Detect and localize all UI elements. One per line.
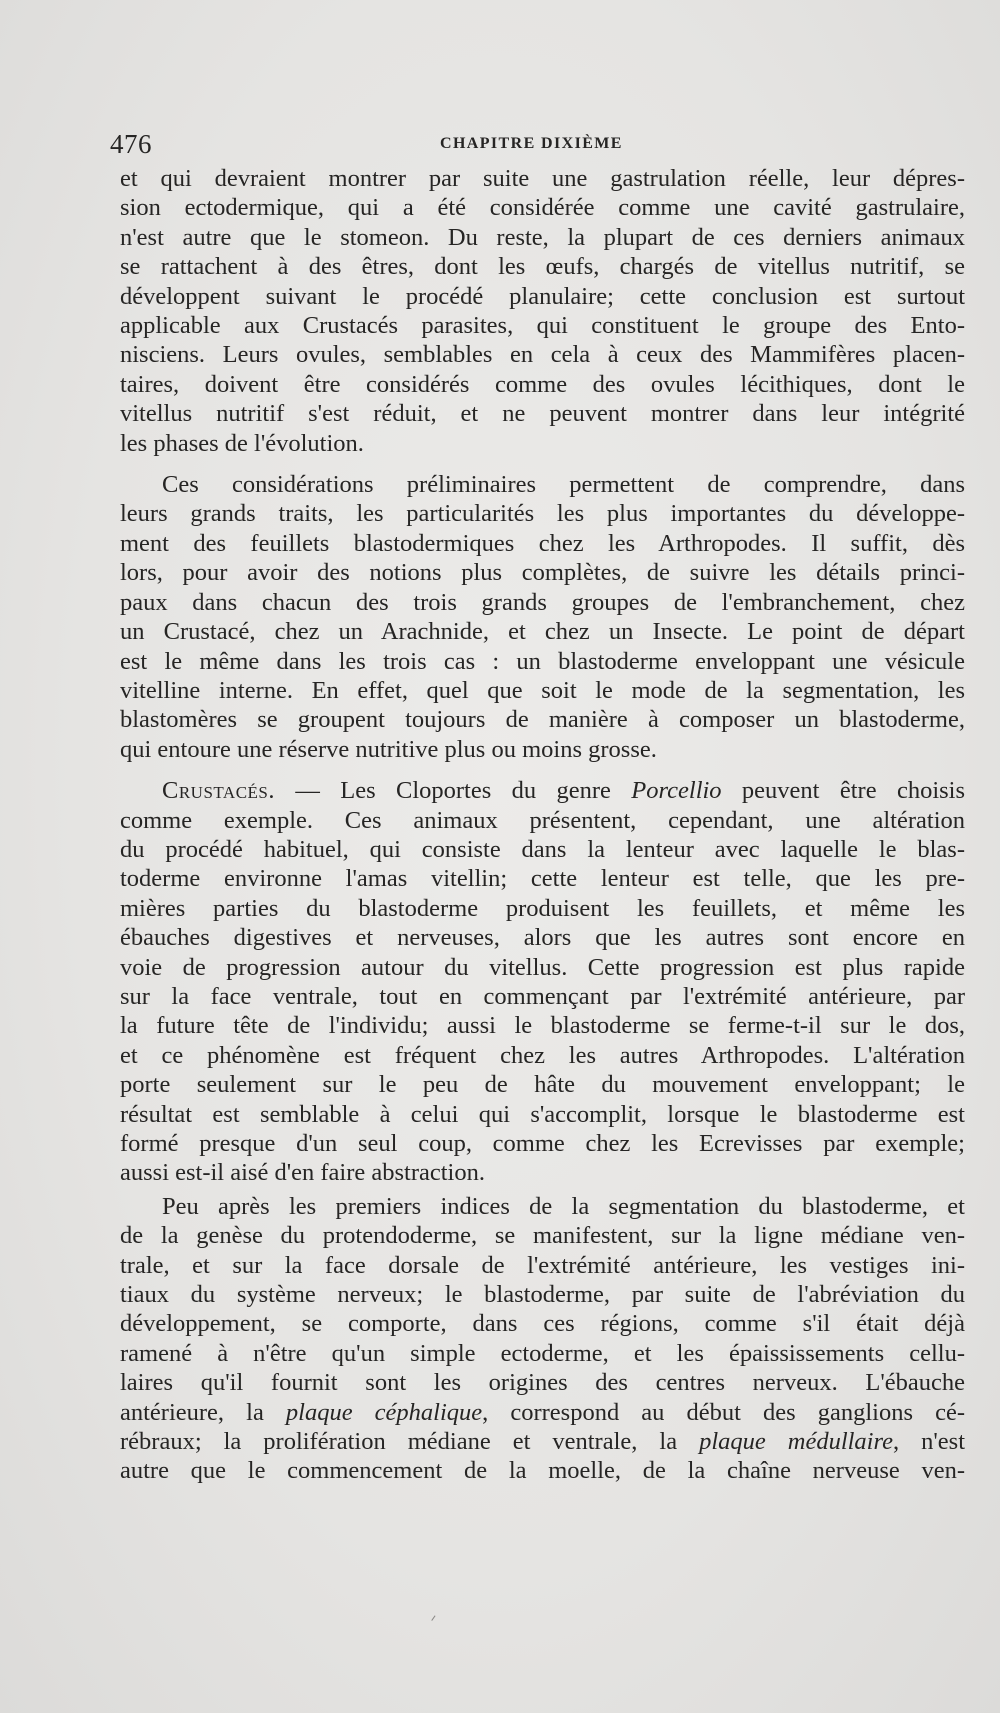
text-line: vitelline interne. En effet, quel que soit le mode de la segmentation, les <box>120 676 965 704</box>
text-line: un Crustacé, chez un Arachnide, et chez un Insecte. Le point de départ <box>120 618 965 646</box>
text-line: autre que le commencement de la moelle, de la chaîne nerveuse ven- <box>120 1457 965 1485</box>
text-line: sion ectodermique, qui a été considérée comme une cavité gastrulaire, <box>120 194 965 222</box>
page-header <box>110 128 870 160</box>
text-line: nisciens. Leurs ovules, semblables en cela à ceux des Mammifères placen- <box>120 341 965 369</box>
text-line: développent suivant le procédé planulaire; cette conclusion est surtout <box>120 282 965 310</box>
text-line <box>120 1427 965 1456</box>
section-heading-crustaces: Crustacés. <box>162 777 276 805</box>
page-number: 476 <box>110 129 152 159</box>
paragraph-3 <box>120 776 965 1188</box>
paragraph-2 <box>120 470 965 764</box>
text-line: tiaux du système nerveux; le blastoderme, par suite de l'abréviation du <box>120 1281 965 1309</box>
text-line: résultat est semblable à celui qui s'accomplit, lorsque le blastoderme est <box>120 1100 965 1128</box>
text-line: et qui devraient montrer par suite une gastrulation réelle, leur dépres- <box>120 165 965 192</box>
text-span: rébraux; la prolifération médiane et ventrale, la <box>120 1428 700 1456</box>
text-line: voie de progression autour du vitellus. Cette progression est plus rapide <box>120 953 965 981</box>
text-line: ébauches digestives et nerveuses, alors que les autres sont encore en <box>120 924 965 952</box>
pencil-mark <box>431 1615 443 1626</box>
text-line: qui entoure une réserve nutritive plus ou moins grosse. <box>120 735 657 763</box>
text-line: toderme environne l'amas vitellin; cette lenteur est telle, que les pre- <box>120 865 965 893</box>
text-line: laires qu'il fournit sont les origines des centres nerveux. L'ébauche <box>120 1369 965 1397</box>
body-text <box>120 164 965 1486</box>
text-line: se rattachent à des êtres, dont les œufs, chargés de vitellus nutritif, se <box>120 253 965 281</box>
text-line: la future tête de l'individu; aussi le blastoderme se ferme-t-il sur le dos, <box>120 1012 965 1040</box>
text-line: leurs grands traits, les particularités les plus importantes du développe- <box>120 500 965 528</box>
text-span: antérieure, la <box>120 1398 286 1426</box>
text-line: trale, et sur la face dorsale de l'extrémité antérieure, les vestiges ini- <box>120 1251 965 1279</box>
text-line: ment des feuillets blastodermiques chez les Arthropodes. Il suffit, dès <box>120 529 965 557</box>
text-line: ramené à n'être qu'un simple ectoderme, et les épaississements cellu- <box>120 1339 965 1367</box>
text-line: formé presque d'un seul coup, comme chez les Ecrevisses par exemple; <box>120 1130 965 1157</box>
text-line: comme exemple. Ces animaux présentent, cependant, une altération <box>120 806 965 834</box>
text-line: blastomères se groupent toujours de manière à composer un blastoderme, <box>120 706 965 734</box>
paragraph-4 <box>120 1192 965 1486</box>
text-line: développement, se comporte, dans ces régions, comme s'il était déjà <box>120 1310 965 1338</box>
text-line: applicable aux Crustacés parasites, qui constituent le groupe des Ento- <box>120 312 965 340</box>
text-line: sur la face ventrale, tout en commençant par l'extrémité antérieure, par <box>120 982 965 1010</box>
paragraph-1 <box>120 164 965 458</box>
text-span: , correspond au début des ganglions cé- <box>482 1398 966 1426</box>
text-line: n'est autre que le stomeon. Du reste, la plupart de ces derniers animaux <box>120 223 965 251</box>
text-line: les phases de l'évolution. <box>120 429 364 457</box>
text-line: lors, pour avoir des notions plus complètes, de suivre les détails princi- <box>120 559 965 587</box>
genus-name: Porcellio <box>631 777 722 805</box>
running-title: CHAPITRE DIXIÈME <box>440 135 623 152</box>
text-span: — Les Cloportes du genre <box>275 777 632 805</box>
text-line: et ce phénomène est fréquent chez les autres Arthropodes. L'altération <box>120 1041 965 1069</box>
text-line: est le même dans les trois cas : un blastoderme enveloppant une vésicule <box>120 647 965 675</box>
text-line: porte seulement sur le peu de hâte du mouvement enveloppant; le <box>120 1071 965 1099</box>
text-line: du procédé habituel, qui consiste dans la lenteur avec laquelle le blas- <box>120 835 965 863</box>
text-line: aussi est-il aisé d'en faire abstraction. <box>120 1159 485 1187</box>
text-line <box>120 1398 965 1427</box>
text-line: paux dans chacun des trois grands groupes de l'embranchement, chez <box>120 588 965 616</box>
term-plaque-medullaire: plaque médullaire <box>699 1428 893 1456</box>
text-line: Peu après les premiers indices de la segmentation du blastoderme, et <box>162 1192 965 1220</box>
text-span: peuvent être choisis <box>721 777 965 805</box>
text-span: , n'est <box>893 1428 965 1456</box>
text-line: mières parties du blastoderme produisent les feuillets, et même les <box>120 894 965 922</box>
text-line: taires, doivent être considérés comme des ovules lécithiques, dont le <box>120 370 965 398</box>
text-line: vitellus nutritif s'est réduit, et ne peuvent montrer dans leur intégrité <box>120 400 965 428</box>
text-line: Ces considérations préliminaires permettent de comprendre, dans <box>162 471 965 499</box>
text-line <box>120 776 965 805</box>
term-plaque-cephalique: plaque céphalique <box>285 1398 483 1426</box>
text-line: de la genèse du protendoderme, se manifestent, sur la ligne médiane ven- <box>120 1222 965 1250</box>
